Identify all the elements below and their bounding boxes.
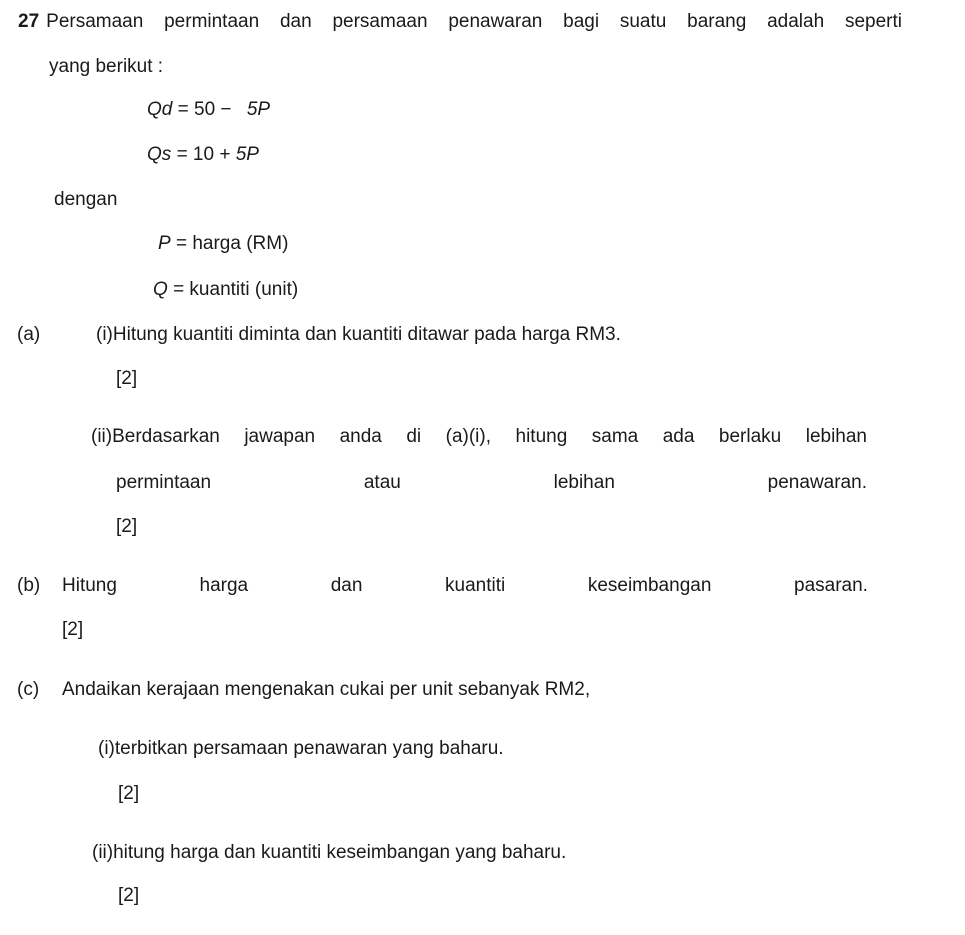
part-c-ii-marks: [2] [118,885,140,906]
part-a-label: (a) [17,324,41,345]
word: dan [330,575,363,596]
word: di [406,426,422,447]
part-b-marks: [2] [62,619,84,640]
word: sama [591,426,639,447]
word: keseimbangan [587,575,712,596]
definition-p: P = harga (RM) [158,233,289,254]
word: anda [339,426,382,447]
part-b-text [62,576,868,595]
word: jawapan [244,426,316,447]
part-c-i-text: (i)terbitkan persamaan penawaran yang baharu. [98,738,504,759]
question-intro-line2: yang berikut : [49,56,164,77]
question-number: 27 [18,11,40,32]
definition-q: Q = kuantiti (unit) [153,279,299,300]
part-a-ii-line1 [91,427,867,446]
question-intro-text: Persamaan permintaan dan persamaan penawaran bagi suatu barang adalah seperti [46,11,902,32]
word: lebihan [553,472,615,493]
word: Hitung [62,575,117,596]
part-a-i-text: (i)Hitung kuantiti diminta dan kuantiti ditawar pada harga RM3. [96,324,621,345]
dengan-label: dengan [54,189,118,210]
supply-equation: Qs = 10 + 5P [147,144,259,165]
word: pasaran. [794,575,868,596]
word: (a)(i), [445,426,492,447]
word: (ii)Berdasarkan [91,426,220,447]
word: penawaran. [767,472,867,493]
part-a-i-marks: [2] [116,368,138,389]
part-c-text: Andaikan kerajaan mengenakan cukai per unit sebanyak RM2, [62,679,591,700]
word: atau [363,472,401,493]
part-c-label: (c) [17,679,40,700]
question-intro-line1 [18,12,902,31]
part-b-label: (b) [17,575,41,596]
part-a-ii-marks: [2] [116,516,138,537]
word: permintaan [116,472,212,493]
part-a-ii-line2 [116,473,867,492]
word: ada [662,426,695,447]
demand-equation: Qd = 50 − 5P [147,99,271,120]
word: hitung [515,426,568,447]
part-c-i-marks: [2] [118,783,140,804]
word: lebihan [805,426,867,447]
word: berlaku [718,426,782,447]
word: harga [199,575,249,596]
word: kuantiti [445,575,506,596]
part-c-ii-text: (ii)hitung harga dan kuantiti keseimbangan yang baharu. [92,842,567,863]
